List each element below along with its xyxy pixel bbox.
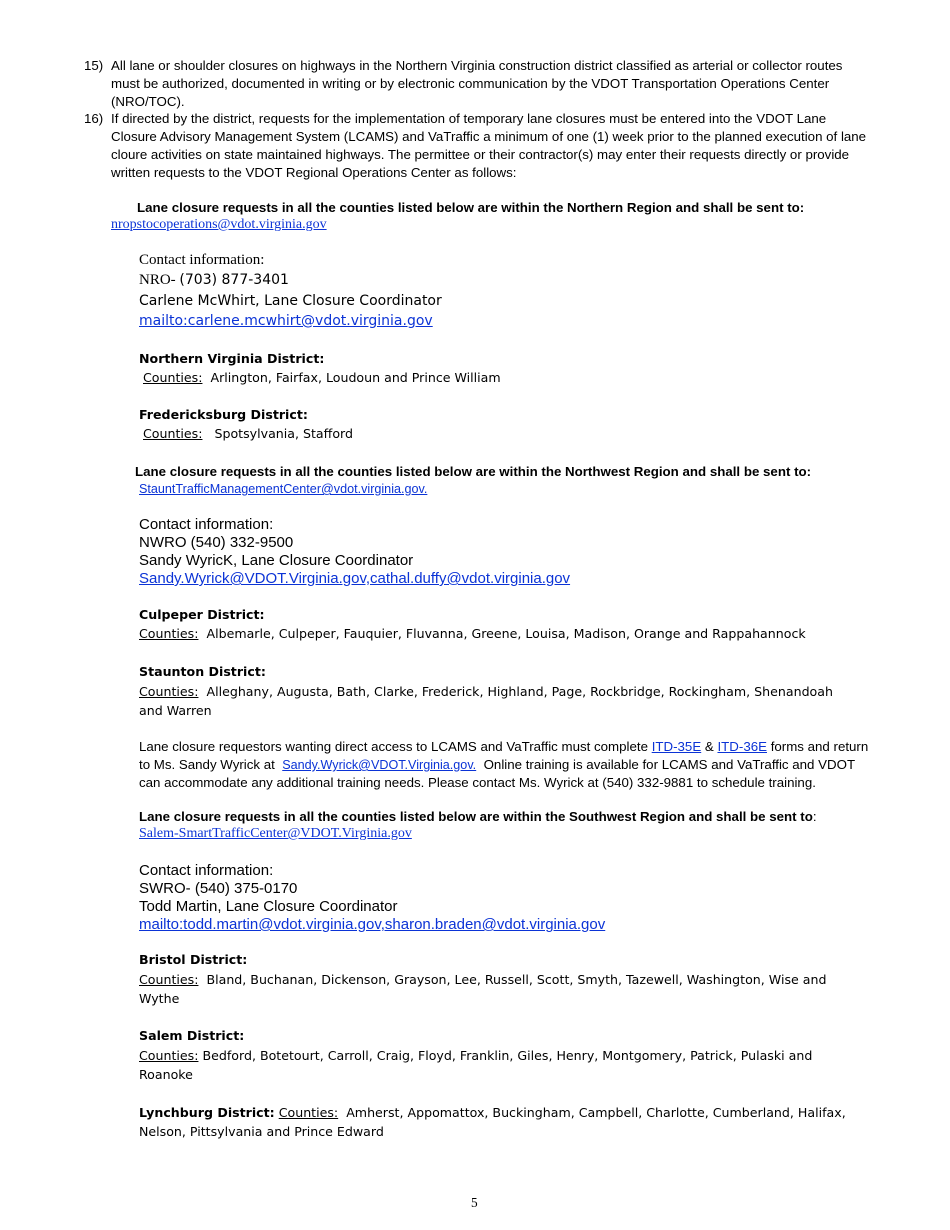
district-name: Salem District:: [139, 1028, 245, 1043]
northern-phone: [139, 272, 289, 289]
southwest-coordinator: Todd Martin, Lane Closure Coordinator: [139, 898, 398, 915]
counties-label: Counties:: [139, 684, 199, 699]
district-counties: [143, 370, 501, 385]
district-name: Staunton District:: [139, 664, 266, 679]
northern-phone-number: (703) 877-3401: [179, 272, 289, 288]
district-counties: [139, 1103, 859, 1141]
note-text: Lane closure requestors wanting direct access to LCAMS and VaTraffic must complete: [139, 739, 648, 754]
itd-35e-form-link[interactable]: ITD-35E: [651, 739, 702, 754]
northern-contact-label: Contact information:: [139, 252, 265, 268]
counties-label: Counties:: [278, 1105, 339, 1120]
item-number-15: 15): [84, 58, 104, 73]
counties-label: Counties:: [143, 426, 203, 441]
counties-list: Alleghany, Augusta, Bath, Clarke, Frederick, Highland, Page, Rockbridge, Rockingham, Shenandoah and Warren: [139, 684, 833, 718]
counties-label: Counties:: [139, 626, 199, 641]
item-text-15: All lane or shoulder closures on highways in the Northern Virginia construction district classified as arterial or collector routes must be authorized, documented in writing or by electronic communication by the VDOT Transportation Operations Center (NRO/TOC).: [111, 58, 843, 109]
counties-list: Albemarle, Culpeper, Fauquier, Fluvanna, Greene, Louisa, Madison, Orange and Rappahannock: [206, 626, 806, 641]
northwest-region-heading: Lane closure requests in all the counties listed below are within the Northwest Region and shall be sent to:: [135, 464, 812, 479]
southwest-heading-text: Lane closure requests in all the counties listed below are within the Southwest Region and shall be sent to: [139, 809, 813, 824]
district-counties: [139, 626, 806, 641]
counties-list: Spotsylvania, Stafford: [214, 426, 353, 441]
itd-36e-form-link[interactable]: ITD-36E: [717, 739, 767, 754]
counties-list: Amherst, Appomattox, Buckingham, Campbell, Charlotte, Cumberland, Halifax, Nelson, Pittsylvania and Prince Edward: [139, 1105, 846, 1139]
counties-label: Counties:: [139, 1048, 199, 1063]
southwest-mailto-link[interactable]: mailto:todd.martin@vdot.virginia.gov,sharon.braden@vdot.virginia.gov: [139, 916, 606, 933]
northwest-region-email-link[interactable]: StauntTrafficManagementCenter@vdot.virginia.gov.: [139, 482, 428, 496]
lcams-access-note: [139, 738, 874, 792]
northwest-phone: NWRO (540) 332-9500: [139, 534, 294, 551]
southwest-phone: SWRO- (540) 375-0170: [139, 880, 298, 897]
district-name: Northern Virginia District:: [139, 351, 325, 366]
southwest-region-email-link[interactable]: Salem-SmartTrafficCenter@VDOT.Virginia.gov: [139, 826, 412, 841]
counties-list: Bedford, Botetourt, Carroll, Craig, Floyd, Franklin, Giles, Henry, Montgomery, Patrick, Pulaski and Roanoke: [139, 1048, 813, 1082]
counties-list: Bland, Buchanan, Dickenson, Grayson, Lee, Russell, Scott, Smyth, Tazewell, Washington, Wise and Wythe: [139, 972, 827, 1006]
counties-label: Counties:: [143, 370, 203, 385]
district-counties: [139, 970, 859, 1008]
northwest-contact-label: Contact information:: [139, 516, 274, 533]
northern-mailto-link[interactable]: mailto:carlene.mcwhirt@vdot.virginia.gov: [139, 313, 433, 329]
item-number-16: 16): [84, 111, 104, 126]
sandy-wyrick-email-link[interactable]: Sandy.Wyrick@VDOT.Virginia.gov.: [282, 758, 477, 772]
southwest-region-heading: [139, 808, 817, 826]
southwest-contact-label: Contact information:: [139, 862, 274, 879]
counties-label: Counties:: [139, 972, 199, 987]
northern-region-email-link[interactable]: nropstocoperations@vdot.virginia.gov: [111, 217, 327, 232]
item-text-16: If directed by the district, requests for the implementation of temporary lane closures must be entered into the VDOT Lane Closure Advisory Management System (LCAMS) and VaTraffic a minimum of one (1) week prior to the planned execution of lane cloure activities on state maintained highways. The permittee or their contractor(s) may enter their requests directly or provide written requests to the VDOT Regional Operations Center as follows:: [111, 111, 867, 180]
district-counties: [139, 682, 859, 720]
southwest-heading-colon: :: [812, 809, 817, 824]
district-name: Culpeper District:: [139, 607, 265, 622]
district-name: Fredericksburg District:: [139, 407, 308, 422]
district-name: Bristol District:: [139, 952, 248, 967]
district-counties: [139, 1046, 859, 1084]
northwest-mailto-link[interactable]: Sandy.Wyrick@VDOT.Virginia.gov,cathal.duffy@vdot.virginia.gov: [139, 570, 571, 587]
page-number: 5: [471, 1195, 478, 1210]
northwest-coordinator: Sandy WyricK, Lane Closure Coordinator: [139, 552, 414, 569]
district-name: Lynchburg District:: [139, 1105, 275, 1120]
northern-coordinator: Carlene McWhirt, Lane Closure Coordinator: [139, 293, 442, 309]
note-text: Online training is available for LCAMS and VaTraffic and VDOT can accommodate any additional training needs. Please contact Ms. Wyrick at (540) 332-9881 to schedule training.: [139, 757, 855, 790]
northern-phone-prefix: NRO-: [139, 272, 176, 288]
note-text: forms and return to Ms. Sandy Wyrick at: [139, 739, 869, 772]
counties-list: Arlington, Fairfax, Loudoun and Prince William: [210, 370, 501, 385]
northern-region-heading: Lane closure requests in all the counties listed below are within the Northern Region and shall be sent to:: [137, 200, 805, 215]
ampersand: &: [704, 739, 714, 754]
district-counties: [143, 426, 353, 441]
